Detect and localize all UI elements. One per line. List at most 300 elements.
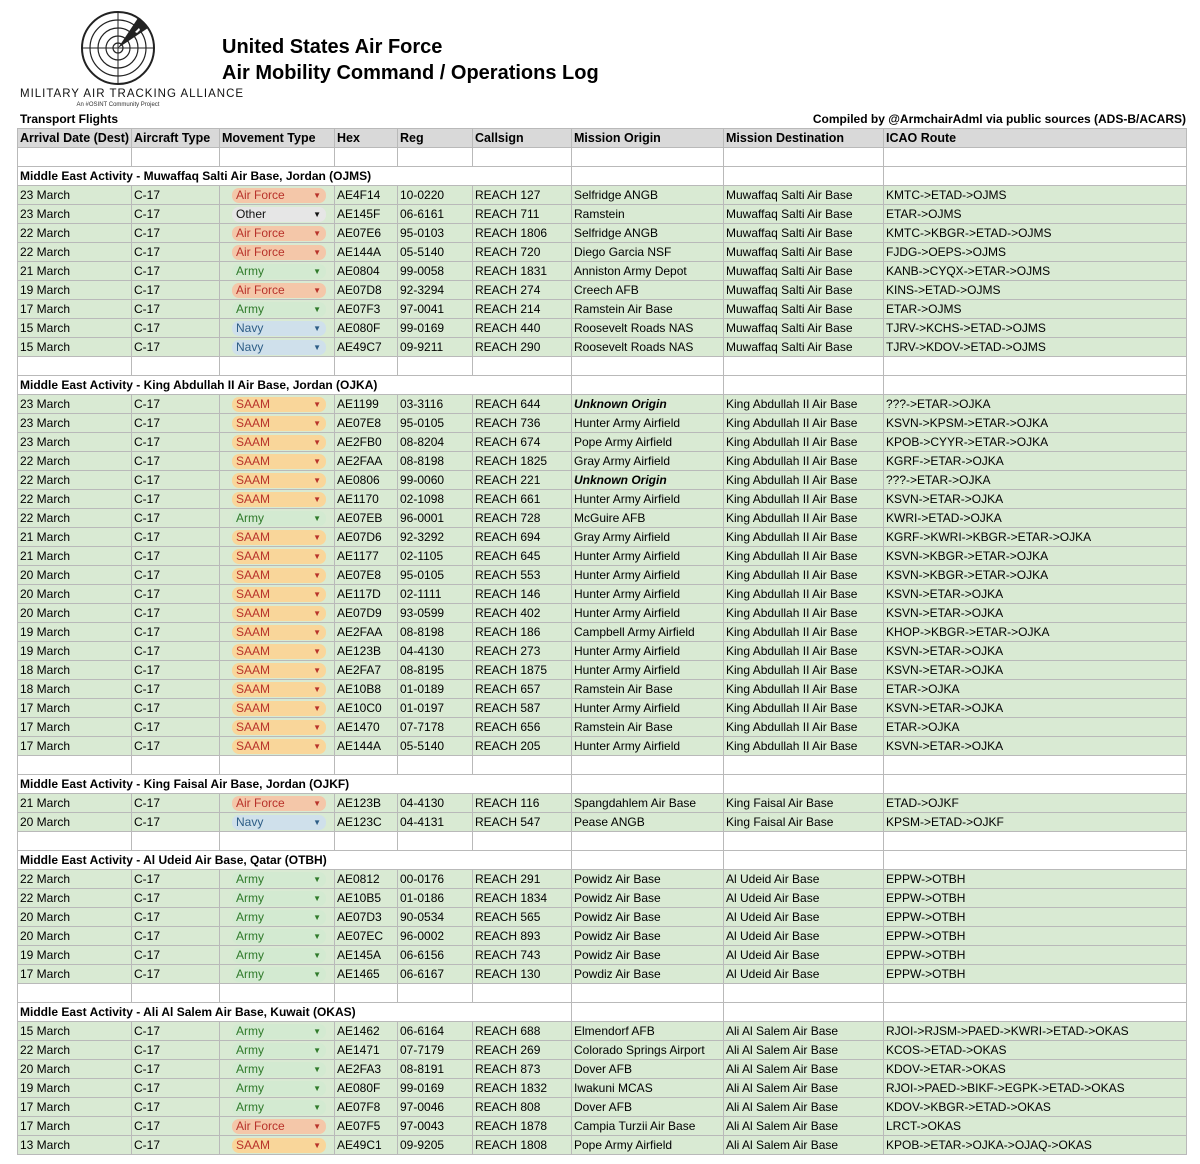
reg-cell[interactable]: 08-8198: [398, 623, 473, 642]
aircraft-type-cell[interactable]: C-17: [132, 471, 220, 490]
reg-cell[interactable]: 09-9205: [398, 1136, 473, 1155]
chevron-down-icon[interactable]: ▼: [313, 1026, 321, 1036]
mission-origin-cell[interactable]: Powidz Air Base: [572, 927, 724, 946]
movement-type-dropdown[interactable]: [232, 511, 326, 526]
reg-cell[interactable]: 97-0046: [398, 1098, 473, 1117]
chevron-down-icon[interactable]: ▼: [313, 304, 321, 314]
empty-cell[interactable]: [18, 984, 132, 1003]
mission-origin-cell[interactable]: Roosevelt Roads NAS: [572, 338, 724, 357]
reg-cell[interactable]: 99-0060: [398, 471, 473, 490]
callsign-cell[interactable]: REACH 1831: [473, 262, 572, 281]
chevron-down-icon[interactable]: ▼: [313, 190, 321, 200]
icao-route-cell[interactable]: ETAR->OJKA: [884, 680, 1187, 699]
movement-type-cell[interactable]: [220, 319, 335, 338]
empty-cell[interactable]: [220, 357, 335, 376]
arrival-date-cell[interactable]: 20 March: [18, 585, 132, 604]
movement-type-dropdown[interactable]: [232, 910, 326, 925]
chevron-down-icon[interactable]: ▼: [313, 399, 321, 409]
aircraft-type-cell[interactable]: C-17: [132, 433, 220, 452]
reg-cell[interactable]: 03-3116: [398, 395, 473, 414]
callsign-cell[interactable]: REACH 214: [473, 300, 572, 319]
chevron-down-icon[interactable]: ▼: [313, 342, 321, 352]
mission-destination-cell[interactable]: Muwaffaq Salti Air Base: [724, 205, 884, 224]
column-header[interactable]: Callsign: [473, 129, 572, 148]
reg-cell[interactable]: 97-0041: [398, 300, 473, 319]
callsign-cell[interactable]: REACH 694: [473, 528, 572, 547]
icao-route-cell[interactable]: ETAR->OJMS: [884, 205, 1187, 224]
empty-cell[interactable]: [220, 832, 335, 851]
hex-cell[interactable]: AE0806: [335, 471, 398, 490]
arrival-date-cell[interactable]: 13 March: [18, 1136, 132, 1155]
reg-cell[interactable]: 04-4130: [398, 642, 473, 661]
aircraft-type-cell[interactable]: C-17: [132, 585, 220, 604]
empty-cell[interactable]: [132, 148, 220, 167]
mission-destination-cell[interactable]: King Abdullah II Air Base: [724, 395, 884, 414]
callsign-cell[interactable]: REACH 402: [473, 604, 572, 623]
aircraft-type-cell[interactable]: C-17: [132, 224, 220, 243]
empty-cell[interactable]: [724, 148, 884, 167]
chevron-down-icon[interactable]: ▼: [313, 285, 321, 295]
aircraft-type-cell[interactable]: C-17: [132, 528, 220, 547]
movement-type-dropdown[interactable]: [232, 435, 326, 450]
empty-cell[interactable]: [572, 148, 724, 167]
mission-destination-cell[interactable]: King Faisal Air Base: [724, 813, 884, 832]
mission-origin-cell[interactable]: Hunter Army Airfield: [572, 642, 724, 661]
chevron-down-icon[interactable]: ▼: [313, 741, 321, 751]
movement-type-cell[interactable]: [220, 604, 335, 623]
chevron-down-icon[interactable]: ▼: [313, 570, 321, 580]
reg-cell[interactable]: 05-5140: [398, 737, 473, 756]
empty-cell[interactable]: [724, 376, 884, 395]
callsign-cell[interactable]: REACH 873: [473, 1060, 572, 1079]
empty-cell[interactable]: [473, 357, 572, 376]
empty-cell[interactable]: [335, 357, 398, 376]
mission-destination-cell[interactable]: King Abdullah II Air Base: [724, 528, 884, 547]
callsign-cell[interactable]: REACH 127: [473, 186, 572, 205]
mission-origin-cell[interactable]: Hunter Army Airfield: [572, 604, 724, 623]
aircraft-type-cell[interactable]: C-17: [132, 566, 220, 585]
movement-type-cell[interactable]: [220, 737, 335, 756]
reg-cell[interactable]: 99-0058: [398, 262, 473, 281]
mission-origin-cell[interactable]: Pope Army Airfield: [572, 433, 724, 452]
empty-cell[interactable]: [884, 851, 1187, 870]
mission-destination-cell[interactable]: King Abdullah II Air Base: [724, 547, 884, 566]
column-header[interactable]: Aircraft Type: [132, 129, 220, 148]
section-title[interactable]: Middle East Activity - King Faisal Air Base, Jordan (OJKF): [18, 775, 572, 794]
empty-cell[interactable]: [398, 756, 473, 775]
movement-type-cell[interactable]: [220, 946, 335, 965]
reg-cell[interactable]: 04-4131: [398, 813, 473, 832]
mission-origin-cell[interactable]: Hunter Army Airfield: [572, 699, 724, 718]
icao-route-cell[interactable]: LRCT->OKAS: [884, 1117, 1187, 1136]
reg-cell[interactable]: 04-4130: [398, 794, 473, 813]
icao-route-cell[interactable]: KSVN->ETAR->OJKA: [884, 585, 1187, 604]
mission-origin-cell[interactable]: Diego Garcia NSF: [572, 243, 724, 262]
column-header[interactable]: ICAO Route: [884, 129, 1187, 148]
callsign-cell[interactable]: REACH 587: [473, 699, 572, 718]
callsign-cell[interactable]: REACH 1832: [473, 1079, 572, 1098]
arrival-date-cell[interactable]: 17 March: [18, 718, 132, 737]
mission-origin-cell[interactable]: Elmendorf AFB: [572, 1022, 724, 1041]
movement-type-dropdown[interactable]: [232, 1100, 326, 1115]
movement-type-dropdown[interactable]: [232, 872, 326, 887]
section-title[interactable]: Middle East Activity - Al Udeid Air Base, Qatar (OTBH): [18, 851, 572, 870]
movement-type-dropdown[interactable]: [232, 663, 326, 678]
mission-origin-cell[interactable]: Iwakuni MCAS: [572, 1079, 724, 1098]
movement-type-cell[interactable]: [220, 471, 335, 490]
callsign-cell[interactable]: REACH 547: [473, 813, 572, 832]
arrival-date-cell[interactable]: 15 March: [18, 319, 132, 338]
chevron-down-icon[interactable]: ▼: [313, 608, 321, 618]
arrival-date-cell[interactable]: 22 March: [18, 224, 132, 243]
callsign-cell[interactable]: REACH 274: [473, 281, 572, 300]
mission-origin-cell[interactable]: Hunter Army Airfield: [572, 566, 724, 585]
icao-route-cell[interactable]: KANB->CYQX->ETAR->OJMS: [884, 262, 1187, 281]
empty-cell[interactable]: [884, 756, 1187, 775]
empty-cell[interactable]: [572, 1003, 724, 1022]
movement-type-cell[interactable]: [220, 300, 335, 319]
mission-destination-cell[interactable]: Ali Al Salem Air Base: [724, 1098, 884, 1117]
arrival-date-cell[interactable]: 21 March: [18, 262, 132, 281]
empty-cell[interactable]: [473, 984, 572, 1003]
callsign-cell[interactable]: REACH 1834: [473, 889, 572, 908]
movement-type-dropdown[interactable]: [232, 226, 326, 241]
aircraft-type-cell[interactable]: C-17: [132, 737, 220, 756]
movement-type-dropdown[interactable]: [232, 207, 326, 222]
mission-destination-cell[interactable]: King Abdullah II Air Base: [724, 604, 884, 623]
movement-type-dropdown[interactable]: [232, 530, 326, 545]
empty-cell[interactable]: [335, 148, 398, 167]
movement-type-cell[interactable]: [220, 395, 335, 414]
column-header[interactable]: Hex: [335, 129, 398, 148]
arrival-date-cell[interactable]: 21 March: [18, 547, 132, 566]
mission-origin-cell[interactable]: Unknown Origin: [572, 395, 724, 414]
hex-cell[interactable]: AE1471: [335, 1041, 398, 1060]
empty-cell[interactable]: [398, 984, 473, 1003]
movement-type-cell[interactable]: [220, 870, 335, 889]
icao-route-cell[interactable]: TJRV->KDOV->ETAD->OJMS: [884, 338, 1187, 357]
aircraft-type-cell[interactable]: C-17: [132, 262, 220, 281]
callsign-cell[interactable]: REACH 657: [473, 680, 572, 699]
mission-origin-cell[interactable]: Pope Army Airfield: [572, 1136, 724, 1155]
aircraft-type-cell[interactable]: C-17: [132, 452, 220, 471]
callsign-cell[interactable]: REACH 661: [473, 490, 572, 509]
hex-cell[interactable]: AE2FA3: [335, 1060, 398, 1079]
reg-cell[interactable]: 08-8204: [398, 433, 473, 452]
callsign-cell[interactable]: REACH 1808: [473, 1136, 572, 1155]
movement-type-dropdown[interactable]: [232, 1024, 326, 1039]
aircraft-type-cell[interactable]: C-17: [132, 1022, 220, 1041]
empty-cell[interactable]: [724, 832, 884, 851]
empty-cell[interactable]: [572, 357, 724, 376]
hex-cell[interactable]: AE1170: [335, 490, 398, 509]
empty-cell[interactable]: [335, 984, 398, 1003]
movement-type-cell[interactable]: [220, 1117, 335, 1136]
hex-cell[interactable]: AE0812: [335, 870, 398, 889]
movement-type-cell[interactable]: [220, 1079, 335, 1098]
arrival-date-cell[interactable]: 20 March: [18, 813, 132, 832]
mission-destination-cell[interactable]: King Abdullah II Air Base: [724, 414, 884, 433]
mission-destination-cell[interactable]: King Abdullah II Air Base: [724, 642, 884, 661]
chevron-down-icon[interactable]: ▼: [313, 684, 321, 694]
empty-cell[interactable]: [884, 148, 1187, 167]
mission-origin-cell[interactable]: McGuire AFB: [572, 509, 724, 528]
movement-type-dropdown[interactable]: [232, 1043, 326, 1058]
movement-type-cell[interactable]: [220, 547, 335, 566]
aircraft-type-cell[interactable]: C-17: [132, 927, 220, 946]
mission-destination-cell[interactable]: Al Udeid Air Base: [724, 908, 884, 927]
empty-cell[interactable]: [884, 775, 1187, 794]
reg-cell[interactable]: 95-0105: [398, 414, 473, 433]
mission-destination-cell[interactable]: Al Udeid Air Base: [724, 946, 884, 965]
chevron-down-icon[interactable]: ▼: [313, 323, 321, 333]
reg-cell[interactable]: 92-3292: [398, 528, 473, 547]
icao-route-cell[interactable]: KGRF->ETAR->OJKA: [884, 452, 1187, 471]
hex-cell[interactable]: AE07D8: [335, 281, 398, 300]
aircraft-type-cell[interactable]: C-17: [132, 1079, 220, 1098]
empty-cell[interactable]: [572, 775, 724, 794]
mission-destination-cell[interactable]: Ali Al Salem Air Base: [724, 1022, 884, 1041]
movement-type-dropdown[interactable]: [232, 340, 326, 355]
reg-cell[interactable]: 09-9211: [398, 338, 473, 357]
arrival-date-cell[interactable]: 20 March: [18, 1060, 132, 1079]
movement-type-dropdown[interactable]: [232, 492, 326, 507]
empty-cell[interactable]: [18, 832, 132, 851]
callsign-cell[interactable]: REACH 743: [473, 946, 572, 965]
movement-type-dropdown[interactable]: [232, 188, 326, 203]
icao-route-cell[interactable]: KCOS->ETAD->OKAS: [884, 1041, 1187, 1060]
mission-destination-cell[interactable]: Muwaffaq Salti Air Base: [724, 243, 884, 262]
icao-route-cell[interactable]: KSVN->ETAR->OJKA: [884, 642, 1187, 661]
callsign-cell[interactable]: REACH 146: [473, 585, 572, 604]
reg-cell[interactable]: 06-6156: [398, 946, 473, 965]
mission-destination-cell[interactable]: King Abdullah II Air Base: [724, 433, 884, 452]
hex-cell[interactable]: AE4F14: [335, 186, 398, 205]
callsign-cell[interactable]: REACH 186: [473, 623, 572, 642]
empty-cell[interactable]: [724, 775, 884, 794]
movement-type-cell[interactable]: [220, 509, 335, 528]
aircraft-type-cell[interactable]: C-17: [132, 813, 220, 832]
arrival-date-cell[interactable]: 17 March: [18, 1098, 132, 1117]
mission-origin-cell[interactable]: Pease ANGB: [572, 813, 724, 832]
chevron-down-icon[interactable]: ▼: [313, 931, 321, 941]
arrival-date-cell[interactable]: 23 March: [18, 205, 132, 224]
chevron-down-icon[interactable]: ▼: [313, 228, 321, 238]
callsign-cell[interactable]: REACH 116: [473, 794, 572, 813]
aircraft-type-cell[interactable]: C-17: [132, 946, 220, 965]
movement-type-dropdown[interactable]: [232, 1062, 326, 1077]
reg-cell[interactable]: 92-3294: [398, 281, 473, 300]
hex-cell[interactable]: AE10B5: [335, 889, 398, 908]
aircraft-type-cell[interactable]: C-17: [132, 414, 220, 433]
movement-type-cell[interactable]: [220, 794, 335, 813]
arrival-date-cell[interactable]: 22 March: [18, 889, 132, 908]
mission-origin-cell[interactable]: Hunter Army Airfield: [572, 414, 724, 433]
movement-type-dropdown[interactable]: [232, 245, 326, 260]
hex-cell[interactable]: AE07EC: [335, 927, 398, 946]
icao-route-cell[interactable]: ???->ETAR->OJKA: [884, 395, 1187, 414]
mission-destination-cell[interactable]: King Abdullah II Air Base: [724, 623, 884, 642]
reg-cell[interactable]: 02-1105: [398, 547, 473, 566]
mission-origin-cell[interactable]: Campia Turzii Air Base: [572, 1117, 724, 1136]
callsign-cell[interactable]: REACH 1878: [473, 1117, 572, 1136]
arrival-date-cell[interactable]: 17 March: [18, 699, 132, 718]
empty-cell[interactable]: [884, 832, 1187, 851]
icao-route-cell[interactable]: KPOB->ETAR->OJKA->OJAQ->OKAS: [884, 1136, 1187, 1155]
chevron-down-icon[interactable]: ▼: [313, 874, 321, 884]
chevron-down-icon[interactable]: ▼: [313, 1121, 321, 1131]
hex-cell[interactable]: AE1462: [335, 1022, 398, 1041]
chevron-down-icon[interactable]: ▼: [313, 722, 321, 732]
reg-cell[interactable]: 90-0534: [398, 908, 473, 927]
movement-type-dropdown[interactable]: [232, 967, 326, 982]
empty-cell[interactable]: [18, 357, 132, 376]
empty-cell[interactable]: [473, 148, 572, 167]
callsign-cell[interactable]: REACH 269: [473, 1041, 572, 1060]
empty-cell[interactable]: [398, 148, 473, 167]
callsign-cell[interactable]: REACH 273: [473, 642, 572, 661]
empty-cell[interactable]: [884, 167, 1187, 186]
mission-destination-cell[interactable]: King Abdullah II Air Base: [724, 699, 884, 718]
mission-destination-cell[interactable]: Muwaffaq Salti Air Base: [724, 224, 884, 243]
callsign-cell[interactable]: REACH 736: [473, 414, 572, 433]
icao-route-cell[interactable]: KSVN->ETAR->OJKA: [884, 604, 1187, 623]
movement-type-dropdown[interactable]: [232, 283, 326, 298]
hex-cell[interactable]: AE2FAA: [335, 452, 398, 471]
icao-route-cell[interactable]: TJRV->KCHS->ETAD->OJMS: [884, 319, 1187, 338]
icao-route-cell[interactable]: EPPW->OTBH: [884, 965, 1187, 984]
aircraft-type-cell[interactable]: C-17: [132, 870, 220, 889]
arrival-date-cell[interactable]: 18 March: [18, 680, 132, 699]
icao-route-cell[interactable]: EPPW->OTBH: [884, 870, 1187, 889]
aircraft-type-cell[interactable]: C-17: [132, 1098, 220, 1117]
empty-cell[interactable]: [884, 984, 1187, 1003]
callsign-cell[interactable]: REACH 688: [473, 1022, 572, 1041]
arrival-date-cell[interactable]: 19 March: [18, 642, 132, 661]
reg-cell[interactable]: 02-1098: [398, 490, 473, 509]
movement-type-dropdown[interactable]: [232, 454, 326, 469]
icao-route-cell[interactable]: KSVN->KBGR->ETAR->OJKA: [884, 566, 1187, 585]
movement-type-dropdown[interactable]: [232, 302, 326, 317]
arrival-date-cell[interactable]: 22 March: [18, 243, 132, 262]
movement-type-dropdown[interactable]: [232, 587, 326, 602]
mission-destination-cell[interactable]: Muwaffaq Salti Air Base: [724, 300, 884, 319]
icao-route-cell[interactable]: KSVN->ETAR->OJKA: [884, 699, 1187, 718]
chevron-down-icon[interactable]: ▼: [313, 1083, 321, 1093]
section-title[interactable]: Middle East Activity - Ali Al Salem Air Base, Kuwait (OKAS): [18, 1003, 572, 1022]
mission-origin-cell[interactable]: Gray Army Airfield: [572, 452, 724, 471]
mission-origin-cell[interactable]: Powidz Air Base: [572, 946, 724, 965]
movement-type-cell[interactable]: [220, 927, 335, 946]
callsign-cell[interactable]: REACH 728: [473, 509, 572, 528]
callsign-cell[interactable]: REACH 205: [473, 737, 572, 756]
hex-cell[interactable]: AE07F3: [335, 300, 398, 319]
mission-origin-cell[interactable]: Gray Army Airfield: [572, 528, 724, 547]
movement-type-dropdown[interactable]: [232, 625, 326, 640]
aircraft-type-cell[interactable]: C-17: [132, 319, 220, 338]
arrival-date-cell[interactable]: 23 March: [18, 395, 132, 414]
icao-route-cell[interactable]: EPPW->OTBH: [884, 889, 1187, 908]
aircraft-type-cell[interactable]: C-17: [132, 623, 220, 642]
mission-destination-cell[interactable]: King Abdullah II Air Base: [724, 680, 884, 699]
hex-cell[interactable]: AE49C1: [335, 1136, 398, 1155]
mission-destination-cell[interactable]: King Faisal Air Base: [724, 794, 884, 813]
mission-origin-cell[interactable]: Ramstein: [572, 205, 724, 224]
reg-cell[interactable]: 99-0169: [398, 1079, 473, 1098]
arrival-date-cell[interactable]: 22 March: [18, 452, 132, 471]
arrival-date-cell[interactable]: 22 March: [18, 509, 132, 528]
chevron-down-icon[interactable]: ▼: [313, 1102, 321, 1112]
movement-type-dropdown[interactable]: [232, 321, 326, 336]
mission-origin-cell[interactable]: Colorado Springs Airport: [572, 1041, 724, 1060]
arrival-date-cell[interactable]: 21 March: [18, 794, 132, 813]
column-header[interactable]: Mission Origin: [572, 129, 724, 148]
callsign-cell[interactable]: REACH 656: [473, 718, 572, 737]
mission-destination-cell[interactable]: Ali Al Salem Air Base: [724, 1117, 884, 1136]
callsign-cell[interactable]: REACH 674: [473, 433, 572, 452]
movement-type-dropdown[interactable]: [232, 549, 326, 564]
arrival-date-cell[interactable]: 20 March: [18, 927, 132, 946]
chevron-down-icon[interactable]: ▼: [313, 1045, 321, 1055]
aircraft-type-cell[interactable]: C-17: [132, 243, 220, 262]
aircraft-type-cell[interactable]: C-17: [132, 1041, 220, 1060]
arrival-date-cell[interactable]: 19 March: [18, 946, 132, 965]
reg-cell[interactable]: 96-0002: [398, 927, 473, 946]
hex-cell[interactable]: AE1199: [335, 395, 398, 414]
chevron-down-icon[interactable]: ▼: [313, 247, 321, 257]
empty-cell[interactable]: [572, 376, 724, 395]
movement-type-dropdown[interactable]: [232, 568, 326, 583]
arrival-date-cell[interactable]: 17 March: [18, 965, 132, 984]
callsign-cell[interactable]: REACH 290: [473, 338, 572, 357]
movement-type-cell[interactable]: [220, 699, 335, 718]
empty-cell[interactable]: [132, 357, 220, 376]
movement-type-cell[interactable]: [220, 1060, 335, 1079]
chevron-down-icon[interactable]: ▼: [313, 551, 321, 561]
empty-cell[interactable]: [18, 148, 132, 167]
hex-cell[interactable]: AE1465: [335, 965, 398, 984]
section-title[interactable]: Middle East Activity - Muwaffaq Salti Air Base, Jordan (OJMS): [18, 167, 572, 186]
mission-origin-cell[interactable]: Powidz Air Base: [572, 889, 724, 908]
arrival-date-cell[interactable]: 23 March: [18, 414, 132, 433]
chevron-down-icon[interactable]: ▼: [313, 1140, 321, 1150]
reg-cell[interactable]: 08-8198: [398, 452, 473, 471]
mission-destination-cell[interactable]: King Abdullah II Air Base: [724, 471, 884, 490]
movement-type-dropdown[interactable]: [232, 644, 326, 659]
hex-cell[interactable]: AE07E6: [335, 224, 398, 243]
icao-route-cell[interactable]: RJOI->RJSM->PAED->KWRI->ETAD->OKAS: [884, 1022, 1187, 1041]
mission-origin-cell[interactable]: Dover AFB: [572, 1060, 724, 1079]
empty-cell[interactable]: [132, 832, 220, 851]
callsign-cell[interactable]: REACH 1875: [473, 661, 572, 680]
hex-cell[interactable]: AE2FA7: [335, 661, 398, 680]
aircraft-type-cell[interactable]: C-17: [132, 642, 220, 661]
callsign-cell[interactable]: REACH 1825: [473, 452, 572, 471]
hex-cell[interactable]: AE07F8: [335, 1098, 398, 1117]
empty-cell[interactable]: [724, 357, 884, 376]
movement-type-dropdown[interactable]: [232, 1081, 326, 1096]
empty-cell[interactable]: [572, 832, 724, 851]
movement-type-dropdown[interactable]: [232, 796, 326, 811]
mission-origin-cell[interactable]: Campbell Army Airfield: [572, 623, 724, 642]
mission-destination-cell[interactable]: Muwaffaq Salti Air Base: [724, 338, 884, 357]
arrival-date-cell[interactable]: 18 March: [18, 661, 132, 680]
reg-cell[interactable]: 07-7179: [398, 1041, 473, 1060]
movement-type-cell[interactable]: [220, 680, 335, 699]
hex-cell[interactable]: AE123C: [335, 813, 398, 832]
arrival-date-cell[interactable]: 17 March: [18, 300, 132, 319]
mission-destination-cell[interactable]: Ali Al Salem Air Base: [724, 1060, 884, 1079]
